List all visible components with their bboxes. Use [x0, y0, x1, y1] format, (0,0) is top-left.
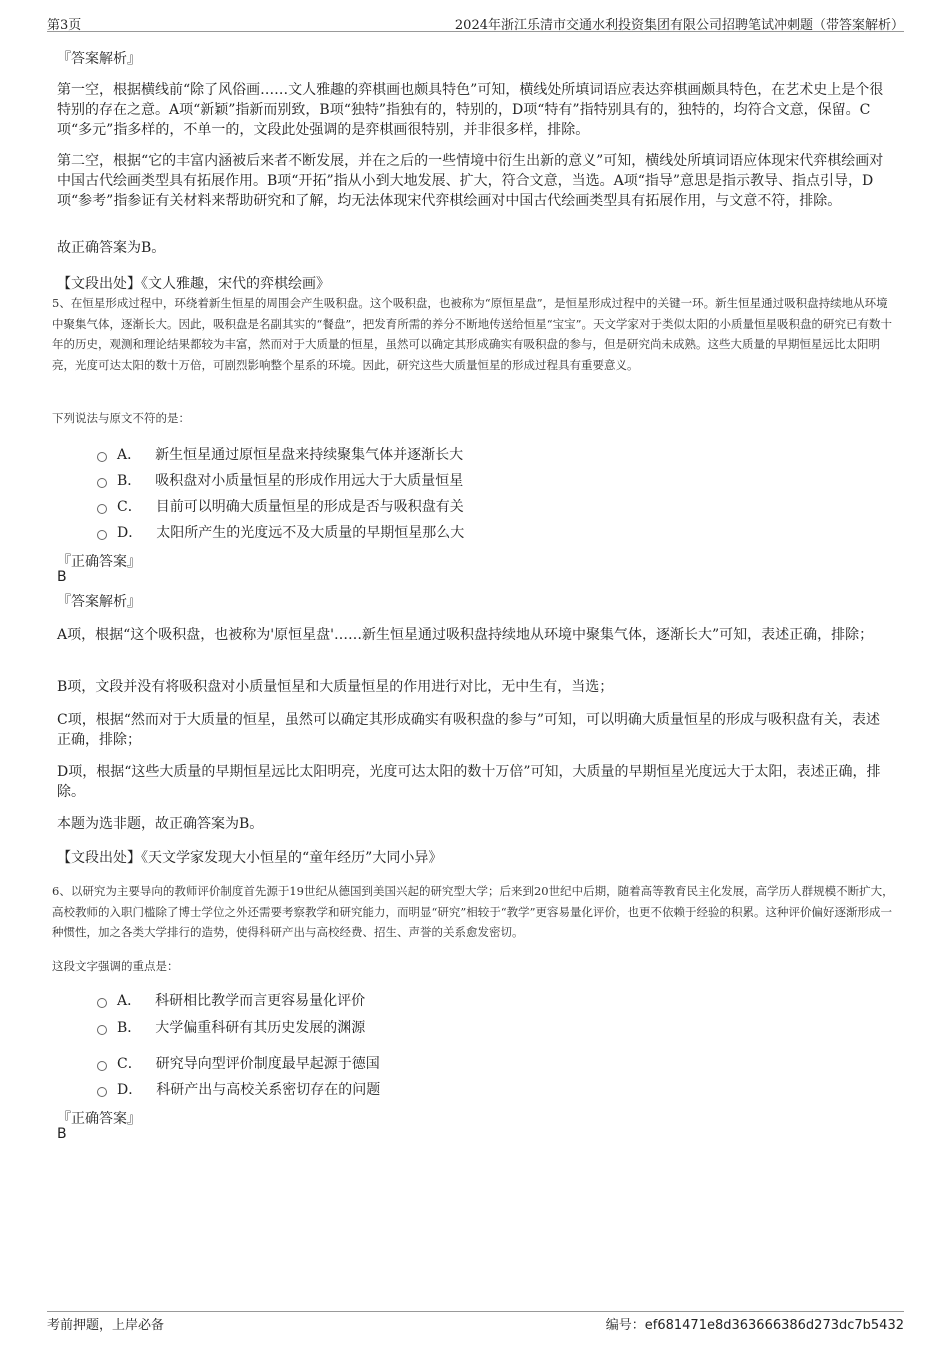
- q6-answer: B: [57, 1126, 67, 1142]
- option-letter: A．: [117, 993, 142, 1009]
- q5-analysis-tag: 『答案解析』: [57, 594, 141, 610]
- option-letter: C．: [117, 499, 142, 515]
- q5-analysis-c: C项，根据“然而对于大质量的恒星，虽然可以确定其形成确实有吸积盘的参与”可知，可以明确大质量恒星的形成与吸积盘有关，表述正确，排除；: [57, 712, 881, 748]
- q6-option-d[interactable]: [97, 1080, 380, 1098]
- q4-analysis-para2: 第二空，根据“它的丰富内涵被后来者不断发展，并在之后的一些情境中衍生出新的意义”可知，横线处所填词语应体现宋代弈棋绘画对中国古代绘画类型具有拓展作用。B项“开拓”指从小到大地发展、扩大，符合文意，当选。A项“指导”意思是指示教导、指点引导，D项“参考”指参证有关材料来帮助研究和了解，均无法体现宋代弈棋绘画对中国古代绘画类型具有拓展作用，与文意不符，排除。: [57, 153, 884, 209]
- radio-icon[interactable]: [97, 1087, 107, 1097]
- q5-analysis-b: B项，文段并没有将吸积盘对小质量恒星和大质量恒星的作用进行对比，无中生有，当选；: [57, 679, 614, 695]
- header-divider: [47, 31, 904, 32]
- option-letter: B．: [117, 473, 142, 489]
- q5-analysis-d: D项，根据“这些大质量的早期恒星远比太阳明亮，光度可达太阳的数十万倍”可知，大质量的早期恒星光度远大于太阳，表述正确，排除。: [57, 764, 881, 800]
- option-letter: C．: [117, 1056, 142, 1072]
- q5-option-a[interactable]: [97, 445, 463, 463]
- radio-icon[interactable]: [97, 530, 107, 540]
- q5-option-d[interactable]: [97, 523, 464, 541]
- footer-divider: [47, 1311, 904, 1312]
- option-letter: D．: [117, 1082, 143, 1098]
- q5-option-b[interactable]: [97, 471, 463, 489]
- option-text: 太阳所产生的光度远不及大质量的早期恒星那么大: [156, 525, 465, 541]
- option-letter: D．: [117, 525, 143, 541]
- q5-answer: B: [57, 569, 67, 585]
- radio-icon[interactable]: [97, 998, 107, 1008]
- q4-source: 【文段出处】《文人雅趣，宋代的弈棋绘画》: [57, 276, 330, 292]
- q5-passage: 5、在恒星形成过程中，环绕着新生恒星的周围会产生吸积盘。这个吸积盘，也被称为“原恒星盘”，是恒星形成过程中的关键一环。新生恒星通过吸积盘持续地从环境中聚集气体，逐渐长大。因此，吸积盘是名副其实的“餐盘”，把发育所需的养分不断地传送给恒星“宝宝”。天文学家对于类似太阳的小质量恒星吸积盘的研究已有数十年的历史，观测和理论结果都较为丰富，然而对于大质量的恒星，虽然可以确定其形成确实有吸积盘的参与，但是研究尚未成熟。这些大质量的早期恒星远比太阳明亮，光度可达太阳的数十万倍，可剧烈影响整个星系的环境。因此，研究这些大质量恒星的形成过程具有重要意义。: [52, 296, 893, 372]
- page-number: 第3页: [47, 18, 82, 33]
- footer-code-label: 编号：: [605, 1318, 645, 1333]
- q5-answer-tag: 『正确答案』: [57, 554, 141, 570]
- q5-option-c[interactable]: [97, 497, 464, 515]
- q6-passage: 6、以研究为主要导向的教师评价制度首先源于19世纪从德国到美国兴起的研究型大学；后来到20世纪中后期，随着高等教育民主化发展，高学历人群规模不断扩大，高校教师的入职门槛除了博士学位之外还需要考察教学和研究能力，而明显“研究”相较于“教学”更容易量化评价，也更不依赖于经验的积累。这种评价偏好逐渐形成一种惯性，加之各类大学排行的造势，使得科研产出与高校经费、招生、声誉的关系愈发密切。: [52, 884, 894, 939]
- option-text: 大学偏重科研有其历史发展的渊源: [155, 1020, 366, 1036]
- q5-source: 【文段出处】《天文学家发现大小恒星的“童年经历”大同小异》: [57, 850, 443, 866]
- option-text: 目前可以明确大质量恒星的形成是否与吸积盘有关: [155, 499, 464, 515]
- footer-slogan: 考前押题，上岸必备: [47, 1318, 165, 1333]
- q5-analysis-a: A项，根据“这个吸积盘，也被称为'原恒星盘'……新生恒星通过吸积盘持续地从环境中聚集气体，逐渐长大”可知，表述正确，排除；: [57, 627, 874, 643]
- q5-conclusion: 本题为选非题，故正确答案为B。: [57, 816, 264, 832]
- option-text: 科研相比教学而言更容易量化评价: [155, 993, 366, 1009]
- q6-option-c[interactable]: [97, 1054, 380, 1072]
- option-text: 吸积盘对小质量恒星的形成作用远大于大质量恒星: [155, 473, 464, 489]
- q6-answer-tag: 『正确答案』: [57, 1111, 141, 1127]
- q6-question: 这段文字强调的重点是：: [52, 959, 179, 973]
- radio-icon[interactable]: [97, 504, 107, 514]
- option-letter: A．: [117, 447, 142, 463]
- footer-code: [606, 1314, 904, 1333]
- footer-code-value: ef681471e8d363666386d273dc7b5432: [644, 1318, 904, 1333]
- radio-icon[interactable]: [97, 452, 107, 462]
- radio-icon[interactable]: [97, 1025, 107, 1035]
- document-title: 2024年浙江乐清市交通水利投资集团有限公司招聘笔试冲刺题（带答案解析）: [454, 18, 904, 33]
- q6-option-a[interactable]: [97, 991, 365, 1009]
- radio-icon[interactable]: [97, 1061, 107, 1071]
- option-text: 新生恒星通过原恒星盘来持续聚集气体并逐渐长大: [155, 447, 464, 463]
- q4-analysis-tag: 『答案解析』: [57, 51, 141, 67]
- q5-question: 下列说法与原文不符的是：: [52, 411, 190, 425]
- q6-option-b[interactable]: [97, 1018, 365, 1036]
- radio-icon[interactable]: [97, 478, 107, 488]
- option-letter: B．: [117, 1020, 142, 1036]
- q4-conclusion: 故正确答案为B。: [57, 240, 166, 256]
- q4-analysis-para1: 第一空，根据横线前“除了风俗画……文人雅趣的弈棋画也颇具特色”可知，横线处所填词语应表达弈棋画颇具特色，在艺术史上是个很特别的存在之意。A项“新颖”指新而别致，B项“独特”指独有的，特别的，D项“特有”指特别具有的，独特的，均符合文意，保留。C项“多元”指多样的，不单一的，文段此处强调的是弈棋画很特别，并非很多样，排除。: [57, 82, 884, 138]
- option-text: 研究导向型评价制度最早起源于德国: [155, 1056, 380, 1072]
- option-text: 科研产出与高校关系密切存在的问题: [156, 1082, 381, 1098]
